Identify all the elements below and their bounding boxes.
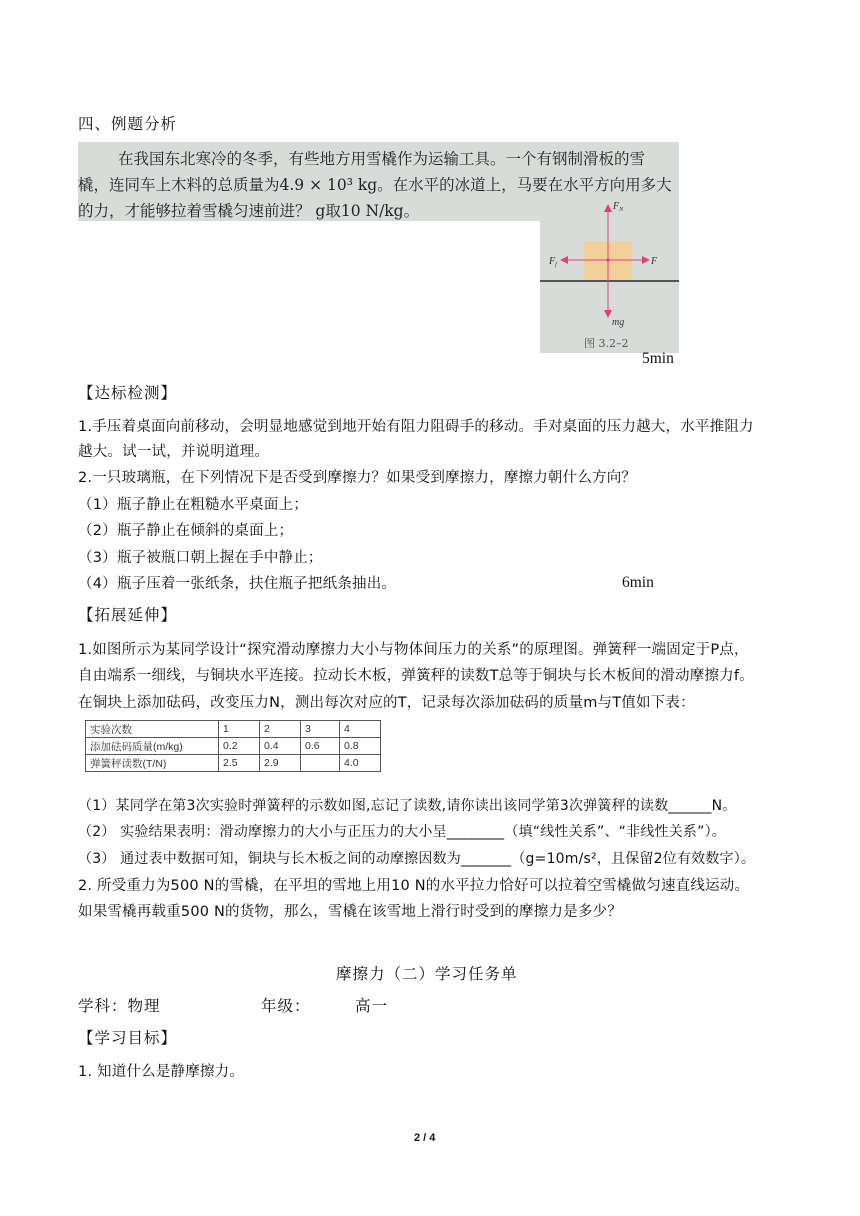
task-goals-heading: 【学习目标】 xyxy=(78,1029,178,1047)
table-cell: 2.5 xyxy=(219,755,260,772)
check-q2-item: （4）瓶子压着一张纸条，扶住瓶子把纸条抽出。 xyxy=(78,576,397,592)
table-header-cell: 4 xyxy=(340,721,381,738)
page-number: 2 / 4 xyxy=(414,1132,436,1144)
table-cell: 4.0 xyxy=(340,755,381,772)
table-header-row xyxy=(86,721,381,738)
extend-q2-line: 2. 所受重力为500 N的雪橇，在平坦的雪地上用10 N的水平拉力恰好可以拉着空雪橇做匀速直线运动。 xyxy=(78,878,750,894)
figure-caption: 图 3.2–2 xyxy=(584,337,629,350)
table-header-cell: 3 xyxy=(301,721,340,738)
label-gravity: mg xyxy=(612,317,625,328)
force-diagram-figure xyxy=(540,198,679,353)
label-friction: $F_f$ xyxy=(549,256,557,268)
check-q1-line: 1.手压着桌面向前移动，会明显地感觉到地开始有阻力阻碍手的移动。手对桌面的压力越大，水平推阻力 xyxy=(78,419,754,435)
section-heading-check: 【达标检测】 xyxy=(78,384,178,402)
table-cell: 0.4 xyxy=(260,738,301,755)
task-grade-label: 年级： xyxy=(261,997,311,1015)
check-q2-item: （2）瓶子静止在倾斜的桌面上； xyxy=(78,523,294,539)
label-normal-force: $F_N$ xyxy=(613,201,624,213)
table-cell: 添加砝码质量(m/kg) xyxy=(86,738,219,755)
section-heading-example: 四、例题分析 xyxy=(78,115,178,133)
task-grade-value: 高一 xyxy=(355,997,389,1015)
table-cell: 0.2 xyxy=(219,738,260,755)
example-line: 橇，连同车上木料的总质量为4.9 × 10³ kg。在水平的冰道上，马要在水平方向用多大 xyxy=(78,176,672,194)
force-diagram xyxy=(540,198,679,353)
extend-sub2: （2） 实验结果表明：滑动摩擦力的大小与正压力的大小呈________（填“线性关系”、“非线性关系”）。 xyxy=(78,824,726,840)
table-cell: 0.6 xyxy=(301,738,340,755)
table-cell: 弹簧秤读数(T/N) xyxy=(86,755,219,772)
table-header-cell: 1 xyxy=(219,721,260,738)
task-subject: 学科：物理 xyxy=(78,997,161,1015)
extend-q2-line: 如果雪橇再载重500 N的货物，那么，雪橇在该雪地上滑行时受到的摩擦力是多少？ xyxy=(78,904,622,920)
table-header-cell: 实验次数 xyxy=(86,721,219,738)
table-cell xyxy=(301,755,340,772)
table-cell: 2.9 xyxy=(260,755,301,772)
time-mark-example: 5min xyxy=(642,350,674,367)
extend-q1-line: 在铜块上添加砝码，改变压力N，测出每次对应的T，记录每次添加砝码的质量m与T值如下表： xyxy=(78,695,695,711)
experiment-table xyxy=(85,720,381,772)
table-cell: 0.8 xyxy=(340,738,381,755)
extend-q1-line: 1.如图所示为某同学设计“探究滑动摩擦力大小与物体间压力的关系”的原理图。弹簧秤一端固定于P点， xyxy=(78,642,749,658)
example-line: 在我国东北寒冷的冬季，有些地方用雪橇作为运输工具。一个有钢制滑板的雪 xyxy=(118,150,646,168)
check-q1-line: 越大。试一试，并说明道理。 xyxy=(78,444,270,460)
check-q2: 2.一只玻璃瓶，在下列情况下是否受到摩擦力？如果受到摩擦力，摩擦力朝什么方向？ xyxy=(78,470,637,486)
table-header-cell: 2 xyxy=(260,721,301,738)
section-heading-extend: 【拓展延伸】 xyxy=(78,606,178,624)
extend-sub3: （3） 通过表中数据可知，铜块与长木板之间的动摩擦因数为_______（g=10m/s²，且保留2位有效数字）。 xyxy=(78,851,756,867)
example-line: 的力，才能够拉着雪橇匀速前进？ g取10 N/kg。 xyxy=(78,202,420,220)
task-title: 摩擦力（二）学习任务单 xyxy=(336,965,518,983)
check-q2-item: （3）瓶子被瓶口朝上握在手中静止； xyxy=(78,550,323,566)
extend-q1-line: 自由端系一细线，与铜块水平连接。拉动长木板，弹簧秤的读数T总等于铜块与长木板间的滑动摩擦力f。 xyxy=(78,668,754,684)
extend-sub1: （1）某同学在第3次实验时弹簧秤的示数如图,忘记了读数,请你读出该同学第3次弹簧秤的读数______N。 xyxy=(78,798,737,814)
task-goal-item: 1. 知道什么是静摩擦力。 xyxy=(78,1064,245,1080)
table-row xyxy=(86,755,381,772)
check-q2-item: （1）瓶子静止在粗糙水平桌面上； xyxy=(78,497,308,513)
label-pull-force: F xyxy=(651,256,658,267)
time-mark-check: 6min xyxy=(622,574,654,591)
table-row xyxy=(86,738,381,755)
center-point xyxy=(606,258,609,261)
